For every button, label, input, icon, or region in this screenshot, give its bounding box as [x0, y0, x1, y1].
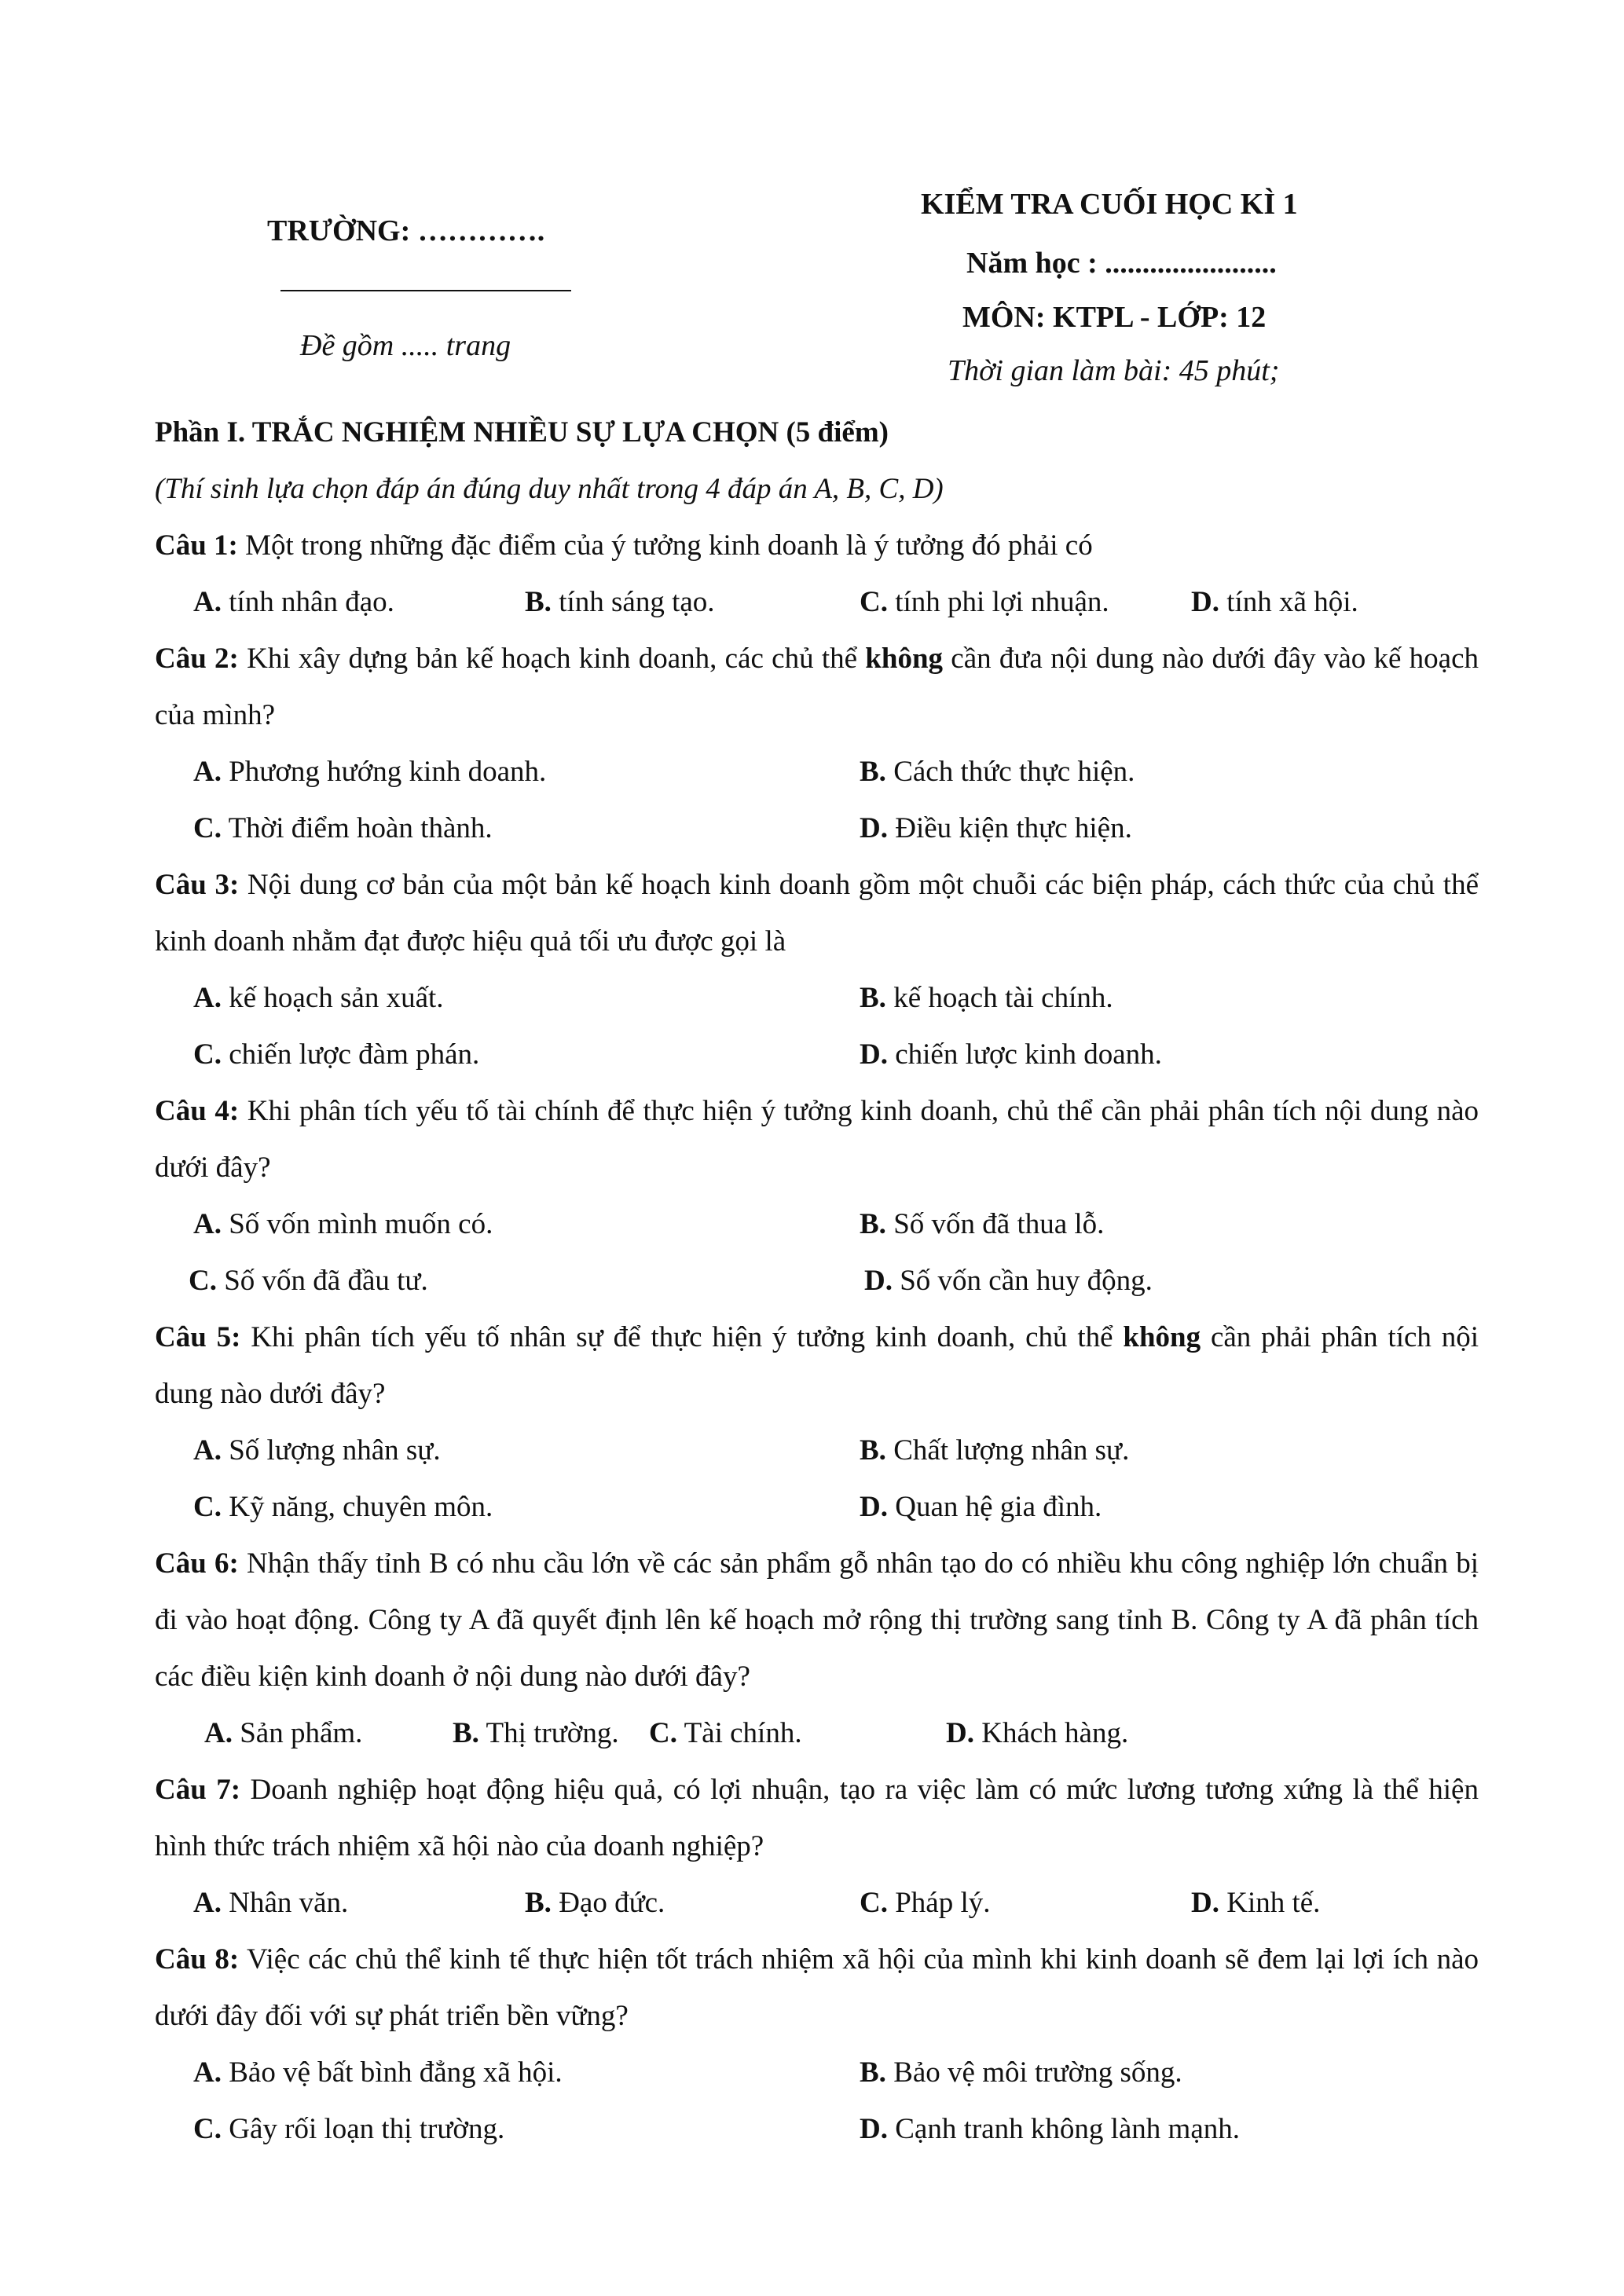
- option-b: B. Cách thức thực hiện.: [860, 756, 1135, 788]
- option-c: C. Tài chính.: [649, 1717, 802, 1749]
- option-c: C. Số vốn đã đầu tư.: [189, 1265, 428, 1297]
- question-label: Câu 7:: [155, 1774, 241, 1806]
- option-a: A. tính nhân đạo.: [193, 586, 394, 618]
- question-label: Câu 8:: [155, 1943, 240, 1976]
- option-b: B. Chất lượng nhân sự.: [860, 1434, 1130, 1467]
- option-a: A. Nhân văn.: [193, 1887, 349, 1919]
- question-label: Câu 1:: [155, 529, 238, 562]
- option-d: D. Quan hệ gia đình.: [860, 1491, 1102, 1523]
- option-d: D. chiến lược kinh doanh.: [860, 1038, 1162, 1071]
- option-c: C. Gây rối loạn thị trường.: [193, 2113, 505, 2145]
- option-d: D. tính xã hội.: [1191, 586, 1358, 618]
- duration-line: Thời gian làm bài: 45 phút;: [948, 354, 1280, 387]
- option-d: D. Cạnh tranh không lành mạnh.: [860, 2113, 1241, 2145]
- question-label: Câu 5:: [155, 1321, 241, 1353]
- section-instruction: (Thí sinh lựa chọn đáp án đúng duy nhất trong 4 đáp án A, B, C, D): [155, 473, 944, 505]
- emphasis-khong: không: [865, 643, 944, 675]
- question-stem: Nhận thấy tỉnh B có nhu cầu lớn về các sản phẩm gỗ nhân tạo do có nhiều khu công nghiệp lớn chuẩn bị đi vào hoạt động. Công ty A đã quyết định lên kế hoạch mở rộng thị trường sang tỉnh B. Công ty A đã phân tích các điều kiện kinh doanh ở nội dung nào dưới đây?: [155, 1547, 1479, 1693]
- option-b: B. Đạo đức.: [525, 1887, 665, 1919]
- option-d: D. Điều kiện thực hiện.: [860, 812, 1132, 844]
- option-d: D. Kinh tế.: [1191, 1887, 1321, 1919]
- option-d: D. Khách hàng.: [946, 1717, 1129, 1749]
- option-c: C. tính phi lợi nhuận.: [860, 586, 1109, 618]
- school-label: TRƯỜNG: ………….: [267, 214, 545, 247]
- option-a: A. Phương hướng kinh doanh.: [193, 756, 547, 788]
- question-stem: Một trong những đặc điểm của ý tưởng kinh doanh là ý tưởng đó phải có: [237, 529, 1093, 562]
- option-b: B. kế hoạch tài chính.: [860, 982, 1113, 1014]
- question-stem: Việc các chủ thể kinh tế thực hiện tốt trách nhiệm xã hội của mình khi kinh doanh sẽ đem lại lợi ích nào dưới đây đối với sự phát triển bền vững?: [155, 1943, 1479, 2032]
- school-year: Năm học : .......................: [966, 247, 1277, 280]
- exam-title: KIỂM TRA CUỐI HỌC KÌ 1: [921, 188, 1298, 221]
- option-b: B. Số vốn đã thua lỗ.: [860, 1208, 1105, 1240]
- option-a: A. Số vốn mình muốn có.: [193, 1208, 493, 1240]
- option-c: C. Thời điểm hoàn thành.: [193, 812, 493, 844]
- question-label: Câu 6:: [155, 1547, 239, 1580]
- question-5: Câu 5: Khi phân tích yếu tố nhân sự để thực hiện ý tưởng kinh doanh, chủ thể không cần phải phân tích nội dung nào dưới đây?: [155, 1321, 1479, 1410]
- option-a: A. Bảo vệ bất bình đẳng xã hội.: [193, 2056, 563, 2089]
- emphasis-khong: không: [1123, 1321, 1201, 1353]
- question-2: Câu 2: Khi xây dựng bản kế hoạch kinh doanh, các chủ thể không cần đưa nội dung nào dưới đây vào kế hoạch của mình?: [155, 643, 1479, 731]
- question-stem: Khi phân tích yếu tố tài chính để thực hiện ý tưởng kinh doanh, chủ thể cần phải phân tích nội dung nào dưới đây?: [155, 1095, 1479, 1184]
- question-label: Câu 2:: [155, 643, 239, 675]
- option-b: B. tính sáng tạo.: [525, 586, 715, 618]
- question-label: Câu 4:: [155, 1095, 240, 1127]
- option-a: A. Số lượng nhân sự.: [193, 1434, 441, 1467]
- header-divider: [280, 290, 571, 291]
- option-a: A. Sản phẩm.: [204, 1717, 363, 1749]
- option-a: A. kế hoạch sản xuất.: [193, 982, 444, 1014]
- question-7: [155, 1762, 1479, 1875]
- subject-line: MÔN: KTPL - LỚP: 12: [962, 301, 1267, 334]
- question-1: [155, 518, 1479, 574]
- question-label: Câu 3:: [155, 869, 240, 901]
- option-b: B. Thị trường.: [453, 1717, 619, 1749]
- option-c: C. Pháp lý.: [860, 1887, 991, 1919]
- question-stem: Nội dung cơ bản của một bản kế hoạch kinh doanh gồm một chuỗi các biện pháp, cách thức của chủ thể kinh doanh nhằm đạt được hiệu quả tối ưu được gọi là: [155, 869, 1479, 958]
- option-b: B. Bảo vệ môi trường sống.: [860, 2056, 1182, 2089]
- question-stem: Doanh nghiệp hoạt động hiệu quả, có lợi nhuận, tạo ra việc làm có mức lương tương xứng là thể hiện hình thức trách nhiệm xã hội nào của doanh nghiệp?: [155, 1774, 1479, 1862]
- pages-note: Đề gồm ..... trang: [300, 329, 511, 362]
- question-3: [155, 857, 1479, 970]
- question-6: [155, 1536, 1479, 1705]
- option-c: C. Kỹ năng, chuyên môn.: [193, 1491, 493, 1523]
- option-c: C. chiến lược đàm phán.: [193, 1038, 480, 1071]
- question-4: [155, 1083, 1479, 1196]
- question-8: [155, 1932, 1479, 2045]
- option-d: D. Số vốn cần huy động.: [864, 1265, 1153, 1297]
- section-title: Phần I. TRẮC NGHIỆM NHIỀU SỰ LỰA CHỌN (5 điểm): [155, 416, 889, 449]
